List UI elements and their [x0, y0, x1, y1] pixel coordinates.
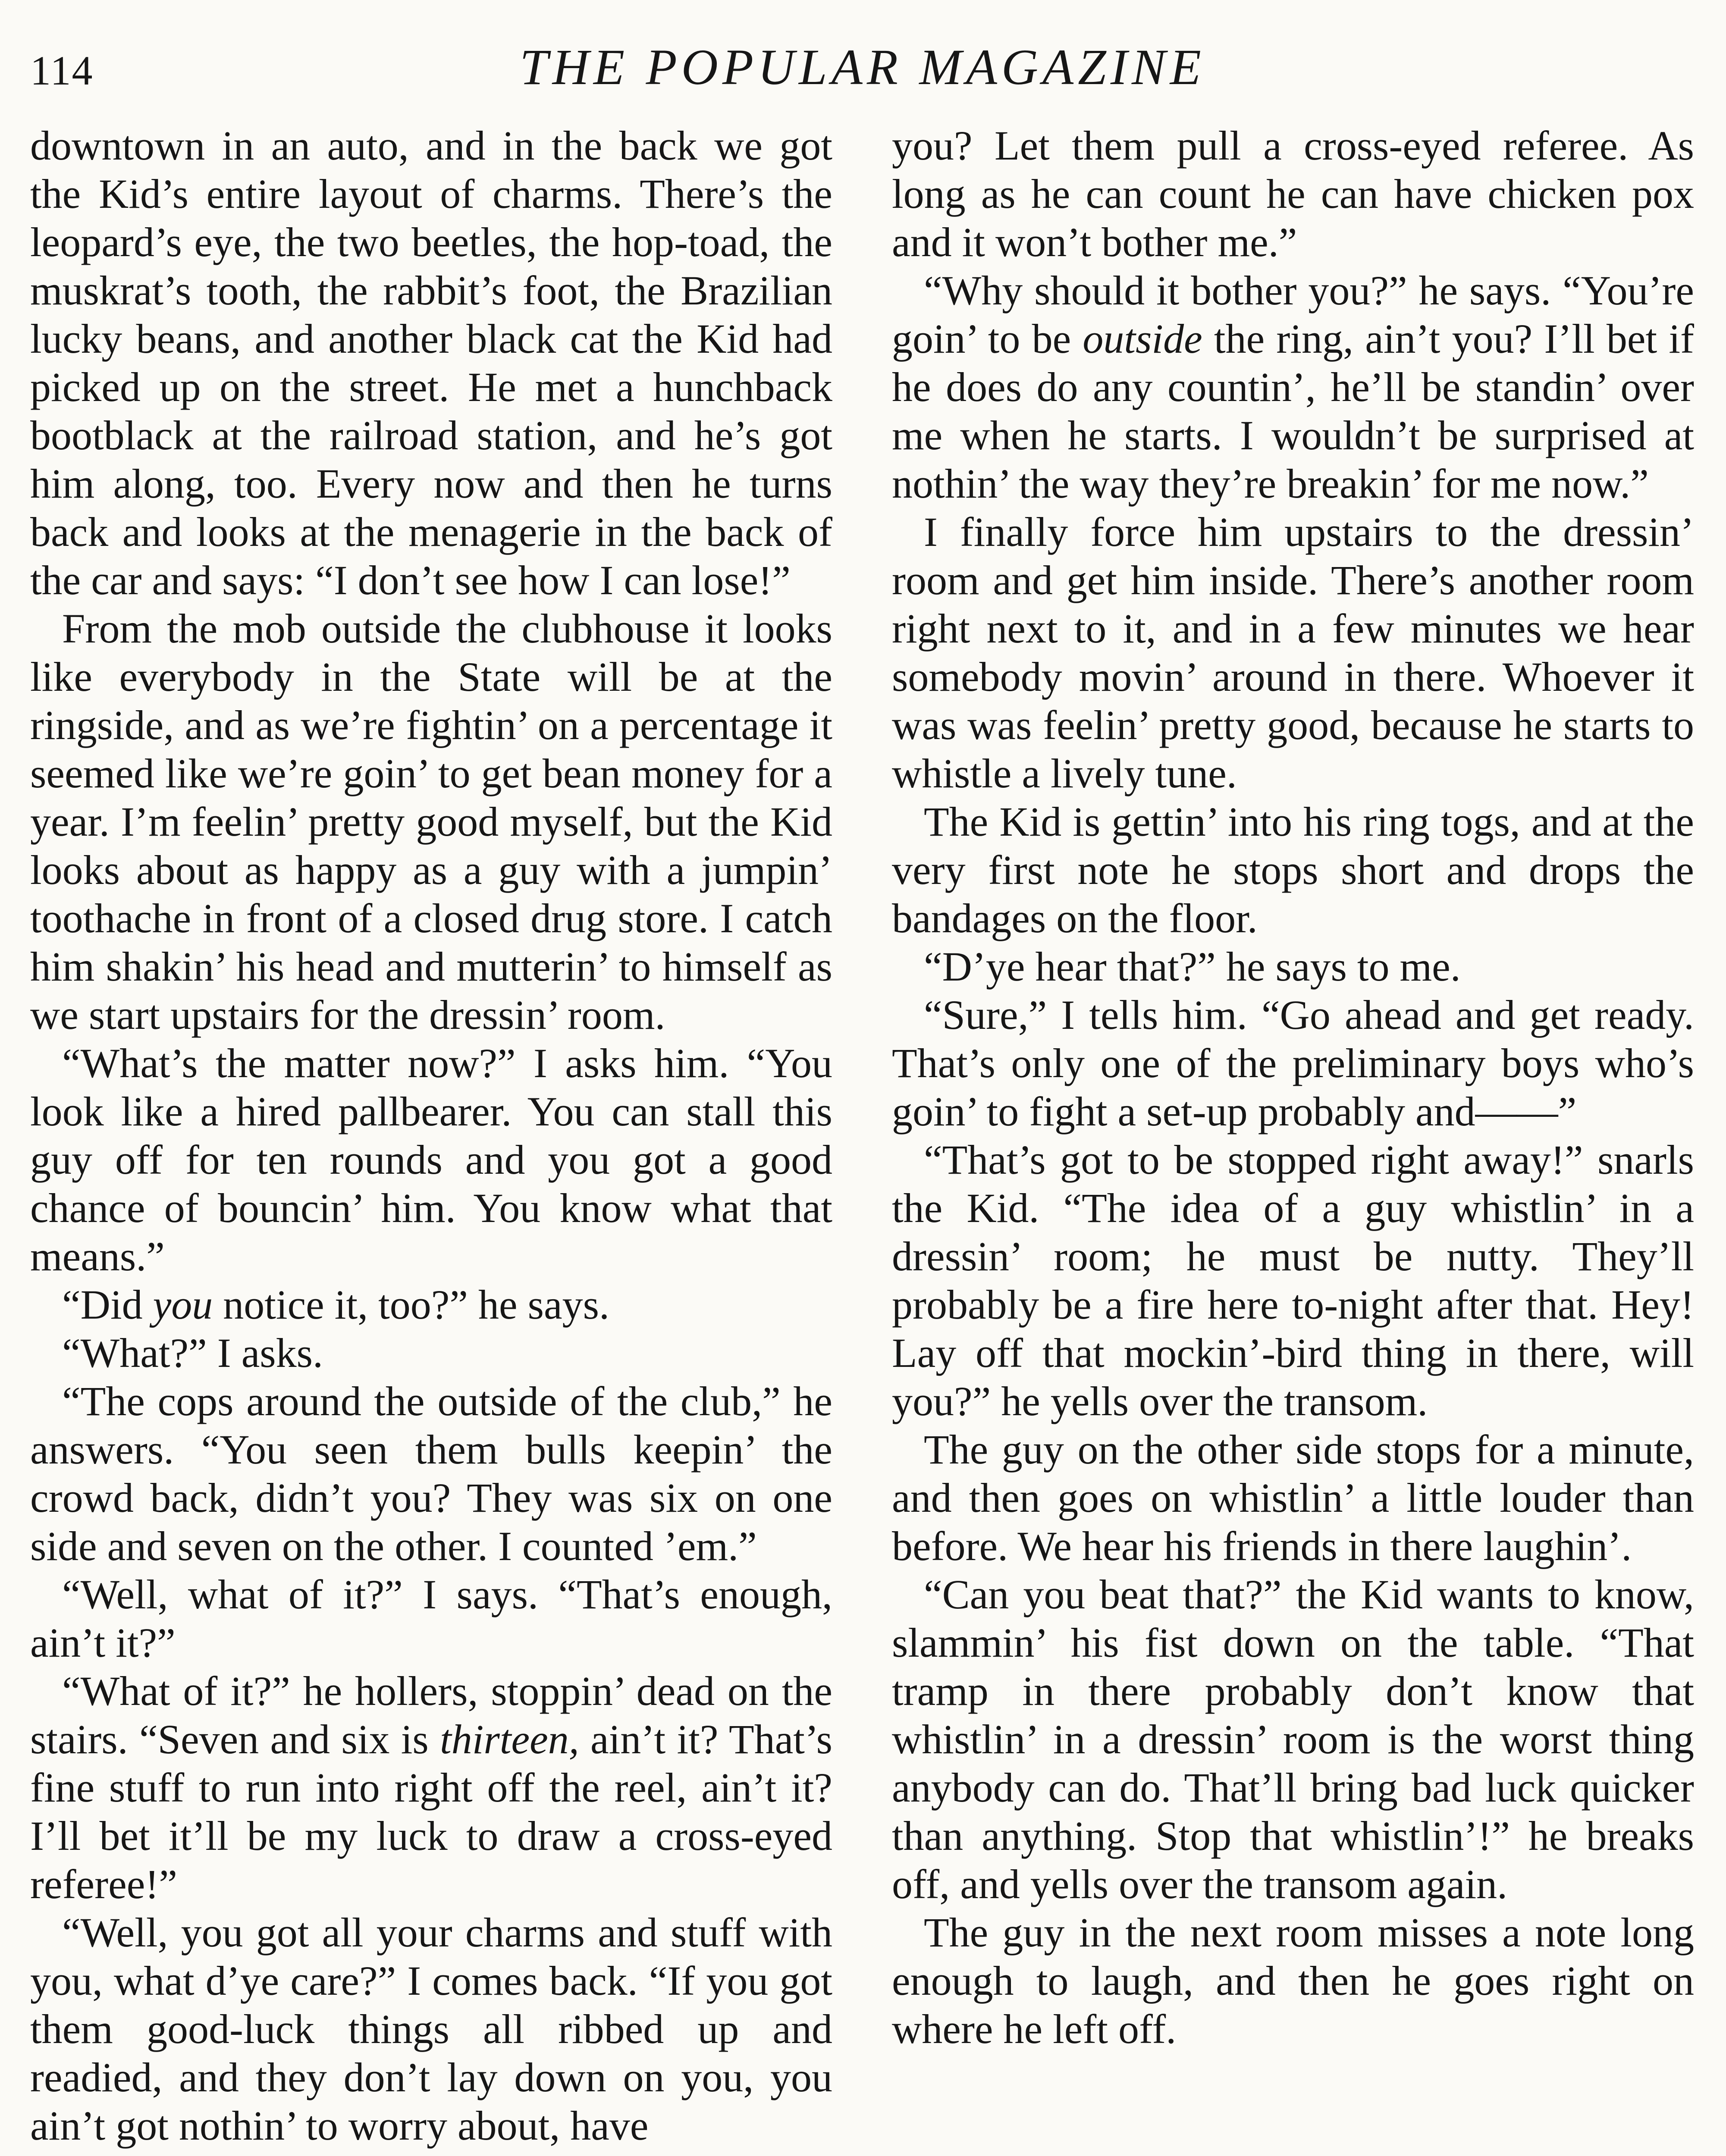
paragraph: From the mob outside the clubhouse it looks like everybody in the State will be at the ringside, and as we’re fightin’ on a percentage it seemed like we’re goin’ to get bean money for a year. I’m feelin’ pretty good myself, but the Kid looks about as happy as a guy with a jumpin’ toothache in front of a closed drug store. I catch him shakin’ his head and mutterin’ to himself as we start upstairs for the dressin’ room. [30, 605, 832, 1038]
running-head: THE POPULAR MAGAZINE [520, 39, 1205, 95]
page-number: 114 [30, 47, 94, 94]
paragraph: “The cops around the outside of the club,” he answers. “You seen them bulls keepin’ the crowd back, didn’t you? They was six on one side and seven on the other. I counted ’em.” [30, 1378, 832, 1569]
paragraph: “Well, what of it?” I says. “That’s enough, ain’t it?” [30, 1571, 832, 1666]
paragraph: The guy on the other side stops for a minute, and then goes on whistlin’ a little louder than before. We hear his friends in there laughin’. [892, 1426, 1694, 1569]
text-run: “Did [62, 1282, 153, 1328]
paragraph: I finally force him upstairs to the dressin’ room and get him inside. There’s another room right next to it, and in a few minutes we hear somebody movin’ around in there. Whoever it was was feelin’ pretty good, because he starts to whistle a lively tune. [892, 509, 1694, 796]
left-column [30, 122, 832, 2150]
emphasis: outside [1083, 316, 1202, 362]
text-run: “Why should it bother you?” he says. “You’re goin’ to be [892, 267, 1694, 362]
emphasis: you [153, 1282, 213, 1328]
paragraph: The Kid is gettin’ into his ring togs, and at the very first note he stops short and drops the bandages on the floor. [892, 799, 1694, 941]
right-column [892, 122, 1694, 2053]
text-run: “What of it?” he hollers, stoppin’ dead on the stairs. “Seven and six is [30, 1668, 832, 1762]
paragraph: downtown in an auto, and in the back we got the Kid’s entire layout of charms. There’s the leopard’s eye, the two beetles, the hop-toad, the muskrat’s tooth, the rabbit’s foot, the Brazilian lucky beans, and another black cat the Kid had picked up on the street. He met a hunchback bootblack at the railroad station, and he’s got him along, too. Every now and then he turns back and looks at the menagerie in the back of the car and says: “I don’t see how I can lose!” [30, 122, 832, 603]
paragraph: “Well, you got all your charms and stuff with you, what d’ye care?” I comes back. “If you got them good-luck things all ribbed up and readied, and they don’t lay down on you, you ain’t got nothin’ to worry about, have [30, 1909, 832, 2149]
paragraph: “What’s the matter now?” I asks him. “You look like a hired pallbearer. You can stall this guy off for ten rounds and you got a good chance of bouncin’ him. You know what that means.” [30, 1040, 832, 1279]
paragraph: The guy in the next room misses a note long enough to laugh, and then he goes right on where he left off. [892, 1909, 1694, 2052]
paragraph [30, 1281, 832, 1329]
text-run: notice it, too?” he says. [213, 1282, 609, 1328]
text-run: ain’t it? That’s fine stuff to run into right off the reel, ain’t it? I’ll bet it’ll be my luck to draw a cross-eyed referee!” [30, 1716, 833, 1907]
emphasis: thirteen, [440, 1716, 579, 1762]
paragraph: “Can you beat that?” the Kid wants to know, slammin’ his fist down on the table. “That tramp in there probably don’t know that whistlin’ in a dressin’ room is the worst thing anybody can do. That’ll bring bad luck quicker than anything. Stop that whistlin’!” he breaks off, and yells over the transom again. [892, 1571, 1694, 1907]
paragraph: “That’s got to be stopped right away!” snarls the Kid. “The idea of a guy whistlin’ in a dressin’ room; he must be nutty. They’ll probably be a fire here to-night after that. Hey! Lay off that mockin’-bird thing in there, will you?” he yells over the transom. [892, 1137, 1694, 1424]
paragraph: “D’ye hear that?” he says to me. [924, 943, 1461, 990]
paragraph [30, 1667, 832, 1908]
text-run: the ring, ain’t you? I’ll bet if he does do any countin’, he’ll be standin’ over me when he starts. I wouldn’t be surprised at nothin’ the way they’re breakin’ for me now.” [892, 316, 1695, 507]
paragraph: “What?” I asks. [62, 1330, 323, 1376]
paragraph: “Sure,” I tells him. “Go ahead and get ready. That’s only one of the preliminary boys who’s goin’ to fight a set-up probably and——” [892, 992, 1694, 1134]
paragraph [892, 266, 1694, 508]
paragraph: you? Let them pull a cross-eyed referee. As long as he can count he can have chicken pox and it won’t bother me.” [892, 122, 1694, 265]
